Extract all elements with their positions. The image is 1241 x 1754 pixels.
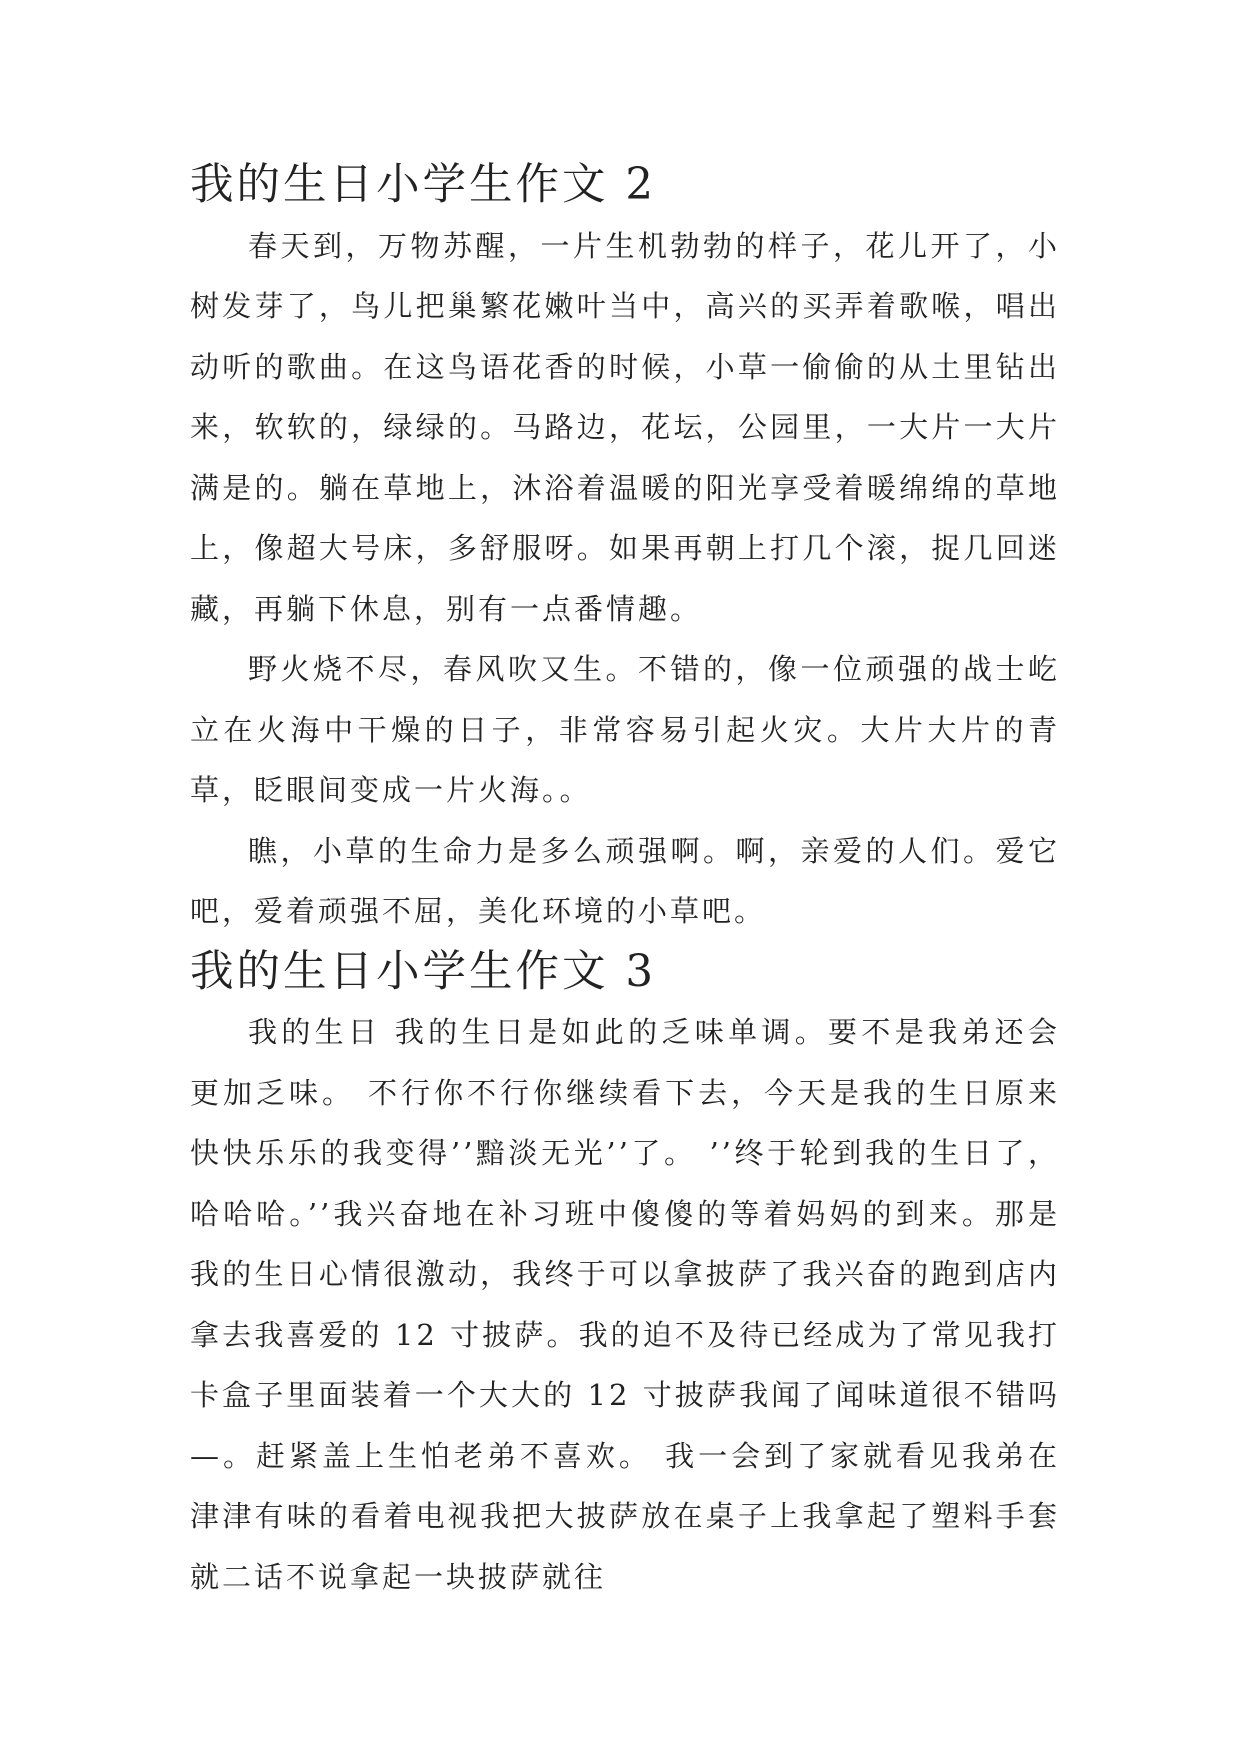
section-3-paragraph-1: 我的生日 我的生日是如此的乏味单调。要不是我弟还会更加乏味。 不行你不行你继续看下去，今天是我的生日原来快快乐乐的我变得’’黯淡无光’’了。 ’’终于轮到我的生日了，哈哈哈。’’我兴奋地在补习班中傻傻的等着妈妈的到来。那是我的生日心情很激动，我终于可以拿披萨了我兴奋的跑到店内拿去我喜爱的 12 寸披萨。我的迫不及待已经成为了常见我打卡盒子里面装着一个大大的 12 寸披萨我闻了闻味道很不错吗—。赶紧盖上生怕老弟不喜欢。 我一会到了家就看见我弟在津津有味的看着电视我把大披萨放在桌子上我拿起了塑料手套就二话不说拿起一块披萨就往 (190, 1015, 1060, 1594)
section-2-paragraph-3: 瞧，小草的生命力是多么顽强啊。啊，亲爱的人们。爱它吧，爱着顽强不屈，美化环境的小草吧。 (190, 833, 1060, 928)
section-2-title: 我的生日小学生作文 2 (190, 160, 657, 210)
section-2-paragraph-1: 春天到，万物苏醒，一片生机勃勃的样子，花儿开了，小树发芽了，鸟儿把巢繁花嫩叶当中，高兴的买弄着歌喉，唱出动听的歌曲。在这鸟语花香的时候，小草一偷偷的从土里钻出来，软软的，绿绿的。马路边，花坛，公园里，一大片一大片满是的。躺在草地上，沐浴着温暖的阳光享受着暖绵绵的草地上，像超大号床，多舒服呀。如果再朝上打几个滚，捉几回迷藏，再躺下休息，别有一点番情趣。 (190, 228, 1060, 626)
section-3-title: 我的生日小学生作文 3 (190, 946, 657, 997)
document-body (190, 155, 1060, 1607)
section-2-paragraph-2: 野火烧不尽，春风吹又生。不错的，像一位顽强的战士屹立在火海中干燥的日子，非常容易引起火灾。大片大片的青草，眨眼间变成一片火海。。 (190, 652, 1060, 807)
